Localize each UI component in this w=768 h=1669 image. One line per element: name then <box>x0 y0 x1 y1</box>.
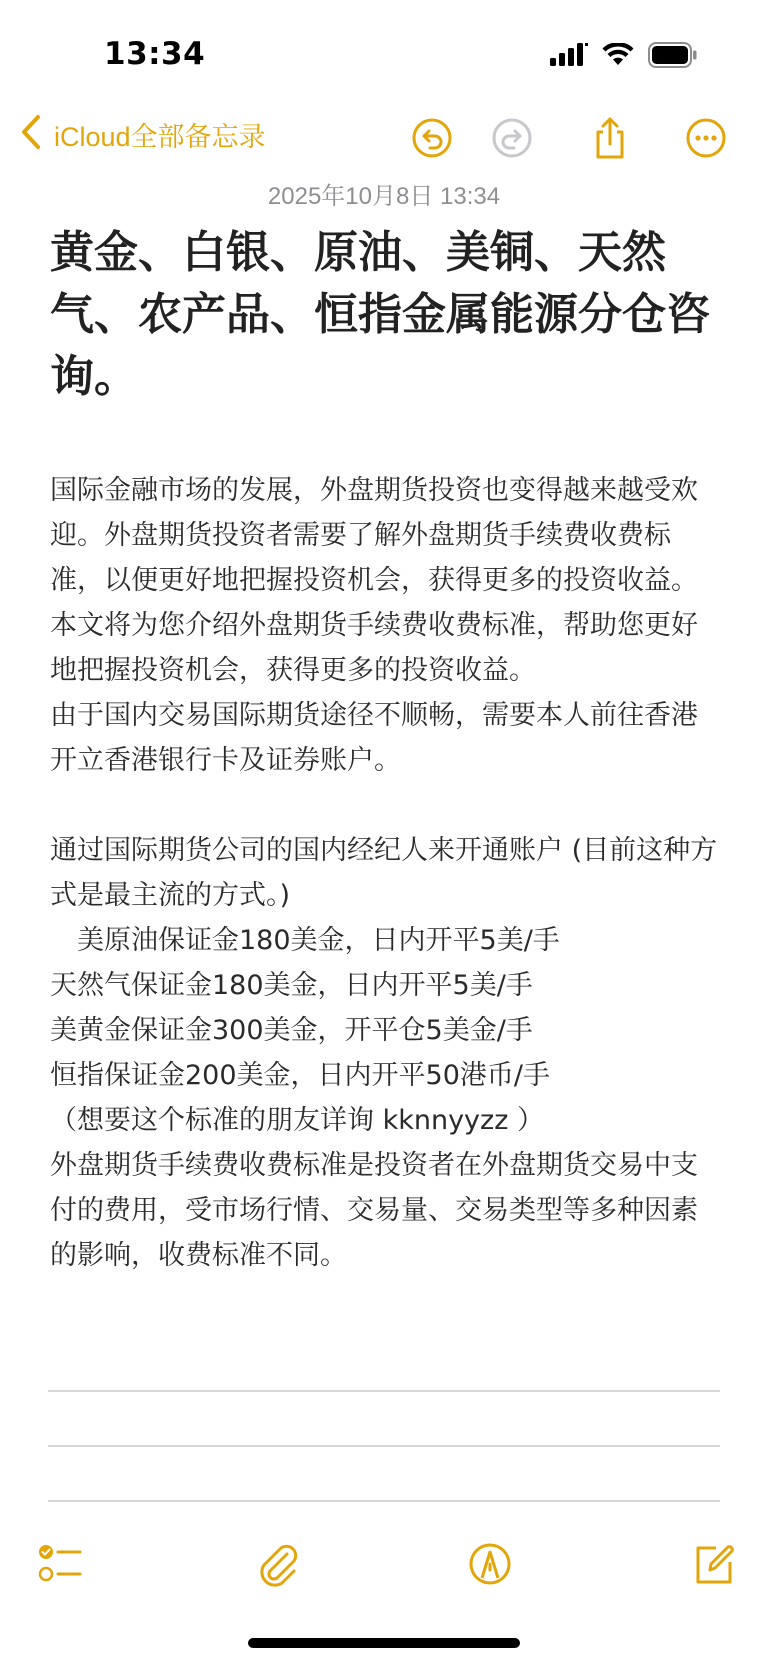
more-button[interactable] <box>684 116 728 160</box>
checklist-icon <box>36 1573 84 1592</box>
status-bar <box>0 0 768 110</box>
share-icon <box>588 116 632 160</box>
back-button[interactable] <box>20 114 266 154</box>
note-body[interactable] <box>50 468 720 1278</box>
paperclip-icon <box>254 1573 302 1592</box>
blank-line <box>50 783 720 828</box>
bottom-toolbar <box>0 1540 768 1600</box>
undo-button[interactable] <box>410 116 454 160</box>
chevron-left-icon <box>20 114 42 154</box>
status-time: 13:34 <box>104 36 206 72</box>
checklist-button[interactable] <box>36 1540 84 1588</box>
paragraph-intro: 国际金融市场的发展，外盘期货投资也变得越来越受欢迎。外盘期货投资者需要了解外盘期货手续费收费标准，以便更好地把握投资机会，获得更多的投资收益。本文将为您介绍外盘期货手续费收费标准，帮助您更好地把握投资机会，获得更多的投资收益。 <box>50 475 698 686</box>
line-contact: （想要这个标准的朋友详询 kknnyyzz ） <box>50 1105 544 1136</box>
signal-icon <box>550 43 588 71</box>
note-date: 2025年10月8日 13:34 <box>267 183 501 210</box>
share-button[interactable] <box>588 116 632 160</box>
nav-bar <box>0 108 768 168</box>
paragraph-broker: 通过国际期货公司的国内经纪人来开通账户 (目前这种方式是最主流的方式。) <box>50 835 718 911</box>
compose-button[interactable] <box>690 1540 738 1588</box>
more-icon <box>684 116 728 160</box>
compose-icon <box>690 1573 738 1592</box>
line-crude-oil: 美原油保证金180美金，日内开平5美/手 <box>50 925 560 956</box>
line-natural-gas: 天然气保证金180美金，日内开平5美/手 <box>50 970 533 1001</box>
ruled-line <box>48 1445 720 1447</box>
markup-pen-icon <box>466 1573 514 1592</box>
ruled-line <box>48 1390 720 1392</box>
paragraph-hongkong: 由于国内交易国际期货途径不顺畅，需要本人前往香港开立香港银行卡及证券账户。 <box>50 700 698 776</box>
status-icons <box>550 42 698 72</box>
undo-icon <box>410 116 454 160</box>
home-indicator[interactable] <box>248 1638 520 1648</box>
redo-icon <box>490 116 534 160</box>
battery-icon <box>648 42 698 72</box>
line-gold: 美黄金保证金300美金，开平仓5美金/手 <box>50 1015 533 1046</box>
ruled-line <box>48 1500 720 1502</box>
attachment-button[interactable] <box>254 1540 302 1588</box>
line-hang-seng: 恒指保证金200美金，日内开平50港币/手 <box>50 1060 550 1091</box>
paragraph-fees: 外盘期货手续费收费标准是投资者在外盘期货交易中支付的费用，受市场行情、交易量、交易类型等多种因素的影响，收费标准不同。 <box>50 1150 698 1271</box>
wifi-icon <box>602 43 634 71</box>
note-title[interactable]: 黄金、白银、原油、美铜、天然气、农产品、恒指金属能源分仓咨询。 <box>50 227 710 402</box>
back-label: iCloud全部备忘录 <box>54 121 266 152</box>
markup-button[interactable] <box>466 1540 514 1588</box>
redo-button[interactable] <box>490 116 534 160</box>
